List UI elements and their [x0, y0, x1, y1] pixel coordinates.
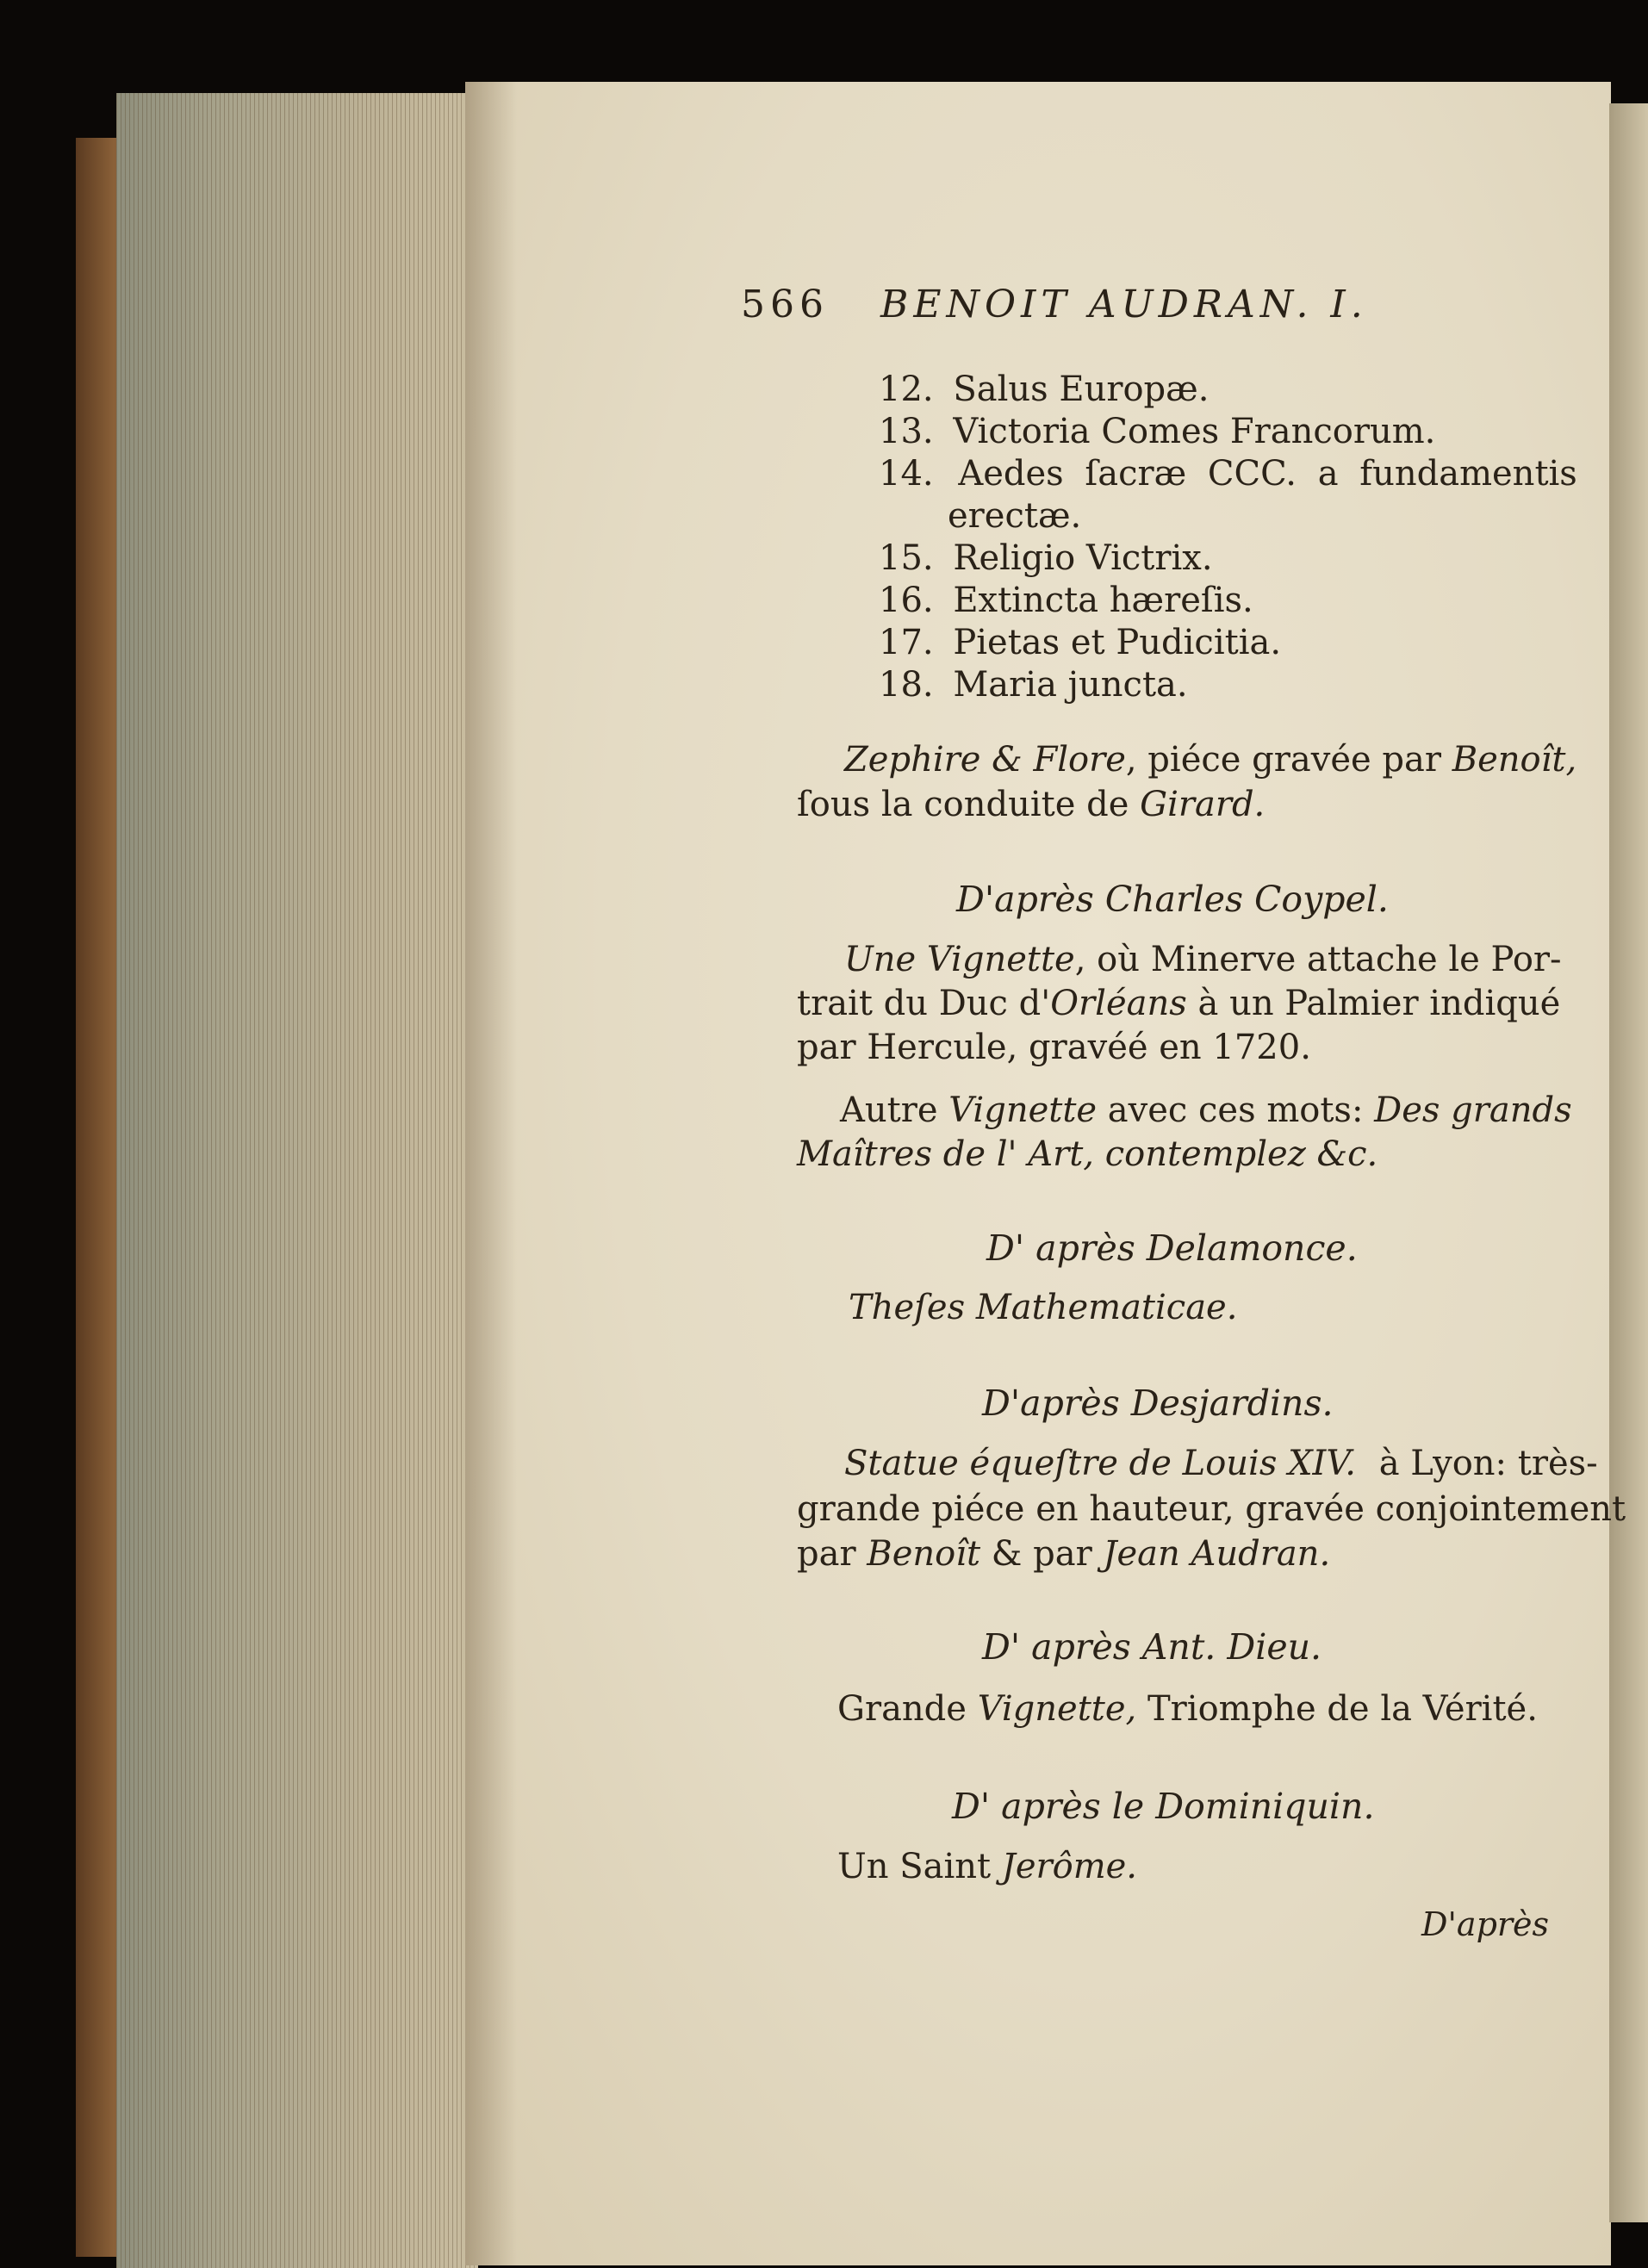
delamonce-text: Theſes Mathematicae. [849, 1288, 1238, 1327]
list-item: 16. Extincta hæreſis. [879, 581, 1253, 620]
desjardins-line-1: Statue équeſtre de Louis XIV. à Lyon: très- [844, 1444, 1598, 1483]
desjardins-line-2: grande piéce en hauteur, gravée conjointement [797, 1489, 1626, 1529]
list-item: 12. Salus Europæ. [879, 370, 1210, 409]
dominiquin-line-1: Un Saint Jerôme. [837, 1847, 1138, 1886]
coypel-line-4: Autre Vignette avec ces mots: Des grands [840, 1091, 1572, 1130]
list-item: erectæ. [948, 496, 1082, 536]
running-title: BENOIT AUDRAN. I. [880, 283, 1368, 326]
dieu-line-1: Grande Vignette, Triomphe de la Vérité. [837, 1689, 1538, 1729]
zephire-line-1: Zephire & Flore, piéce gravée par Benoît, [844, 740, 1577, 780]
heading-desjardins: D'après Desjardins. [982, 1383, 1334, 1424]
list-item: 17. Pietas et Pudicitia. [879, 623, 1282, 662]
heading-dominiquin: D' après le Dominiquin. [952, 1786, 1375, 1827]
coypel-line-1: Une Vignette, où Minerve attache le Por- [844, 940, 1562, 979]
desjardins-line-3: par Benoît & par Jean Audran. [797, 1534, 1331, 1574]
heading-dieu: D' après Ant. Dieu. [982, 1626, 1322, 1668]
list-item: 14. Aedes ſacræ CCC. a fundamentis [879, 454, 1577, 494]
list-item: 15. Religio Victrix. [879, 538, 1213, 578]
list-item: 18. Maria juncta. [879, 665, 1188, 705]
catchword: D'après [1421, 1905, 1550, 1943]
zephire-line-2: ſous la conduite de Girard. [797, 785, 1266, 824]
coypel-line-2: trait du Duc d'Orléans à un Palmier indiqué [797, 984, 1561, 1023]
page-number: 566 [741, 283, 829, 326]
heading-coypel: D'après Charles Coypel. [956, 879, 1389, 920]
coypel-line-3: par Hercule, gravéé en 1720. [797, 1028, 1311, 1067]
coypel-line-5: Maîtres de l' Art, contemplez &c. [797, 1134, 1378, 1174]
heading-delamonce: D' après Delamonce. [986, 1227, 1358, 1269]
list-item: 13. Victoria Comes Francorum. [879, 412, 1436, 451]
running-header [741, 284, 1368, 326]
